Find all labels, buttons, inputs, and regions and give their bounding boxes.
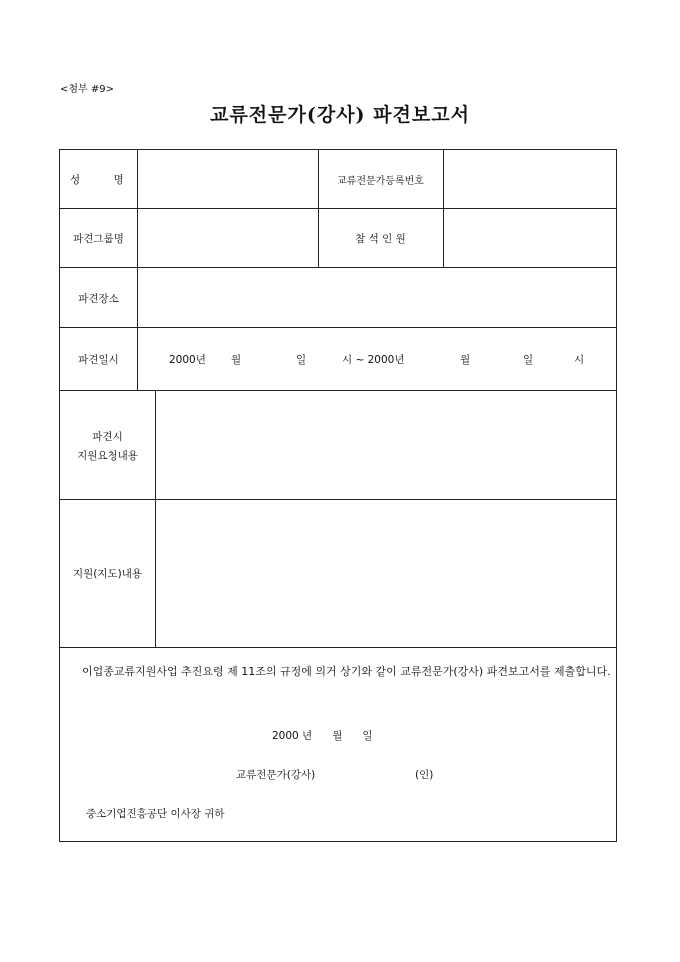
attendees-label: 참 석 인 원	[355, 233, 406, 245]
attachment-label: <첨부 #9>	[60, 84, 114, 95]
group-name-label: 파견그룹명	[73, 233, 124, 245]
row-divider	[60, 267, 616, 268]
row-divider	[60, 499, 616, 500]
recipient: 중소기업진흥공단 이사장 귀하	[86, 808, 225, 820]
end-hour: 시	[574, 354, 585, 366]
report-form	[59, 149, 617, 842]
start-day: 일	[296, 354, 307, 366]
dates-label: 파견일시	[78, 354, 119, 366]
expert-registration-label: 교류전문가등록번호	[337, 176, 424, 187]
statement-text: 이업종교류지원사업 추진요령 제 11조의 규정에 의거 상기와 같이 교류전문가(강사) 파견보고서를 제출합니다.	[82, 665, 611, 678]
name-field[interactable]	[138, 155, 316, 205]
row-divider	[60, 390, 616, 391]
group-name-field[interactable]	[138, 212, 316, 264]
start-year: 2000년	[169, 354, 206, 366]
page-title: 교류전문가(강사) 파견보고서	[210, 104, 470, 126]
row-divider	[60, 327, 616, 328]
row-divider	[60, 208, 616, 209]
support-content-field[interactable]	[156, 503, 614, 644]
support-content-label: 지원(지도)내용	[72, 568, 143, 580]
start-hour-end-year: 시 ~ 2000년	[342, 354, 405, 366]
start-month: 월	[231, 354, 242, 366]
registration-number-field[interactable]	[444, 155, 614, 205]
statement-block	[60, 647, 616, 841]
signer-label: 교류전문가(강사)	[236, 769, 316, 781]
place-field[interactable]	[138, 271, 614, 325]
attendees-field[interactable]	[444, 212, 614, 264]
place-label: 파견장소	[78, 293, 119, 305]
name-label: 성 명	[70, 174, 124, 186]
request-content-field[interactable]	[156, 394, 614, 496]
end-day: 일	[523, 354, 534, 366]
statement-date: 2000 년 월 일	[272, 730, 373, 742]
request-label-line2: 지원요청내용	[77, 450, 138, 462]
end-month: 월	[460, 354, 471, 366]
request-label-line1: 파견시	[92, 431, 123, 443]
seal-mark: (인)	[415, 769, 434, 781]
column-divider	[318, 150, 319, 267]
request-content-label	[60, 428, 155, 466]
